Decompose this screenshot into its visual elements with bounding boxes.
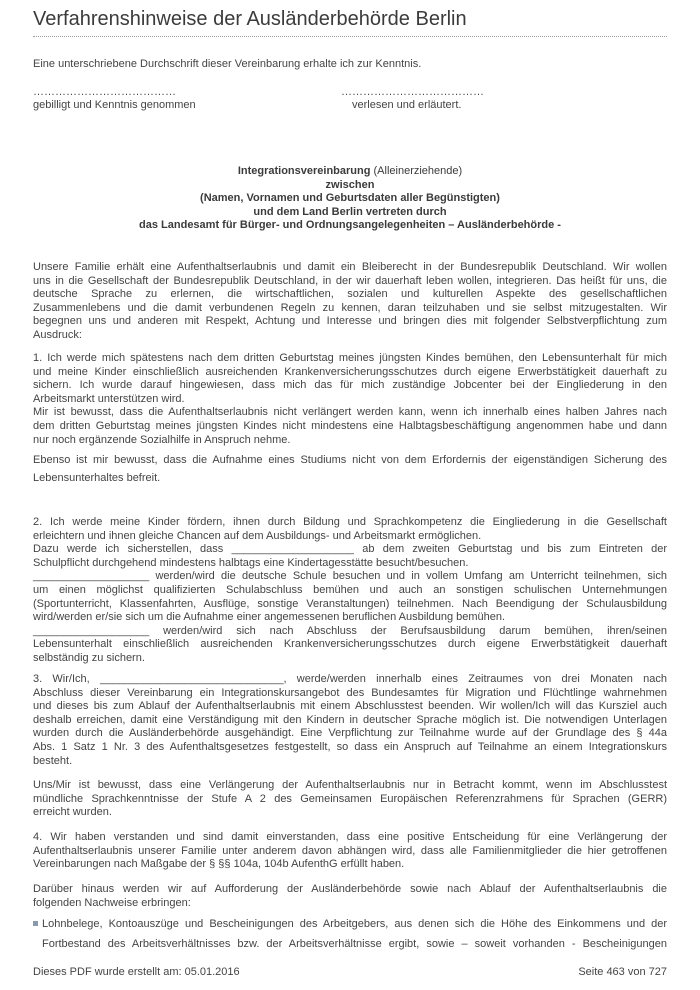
section-3-paragraph: 3. Wir/Ich, ______________________________, werde/werden innerhalb eines Zeitraumes von drei Monaten nach Abschluss dieser Vereinbarung ein Integrationskursangebot des Bundesamtes für Migration und Flüchtlinge wahrnehmen und dieses bis zum Ablauf der Aufenthaltserlaubnis mit einem Abschlusstest beenden. Wir wollen/Ich will das Kursziel auch deshalb erreichen, damit eine Verständigung mit den Kindern in deutscher Sprache möglich ist. Die notwendigen Unterlagen wurden durch die Ausländerbehörde ausgehändigt. Eine Verpflichtung zur Teilnahme wurde auf der Grundlage des § 44a Abs. 1 Satz 1 Nr. 3 des Aufenthaltsgesetzes festgestellt, so dass ein Anspruch auf Teilnahme an einem Integrationskurs besteht. — [33, 673, 667, 767]
intro-paragraph: Unsere Familie erhält eine Aufenthaltserlaubnis und damit ein Bleiberecht in der Bundesrepublik Deutschland. Wir wollen uns in die Gesellschaft der Bundesrepublik Deutschland, in der wir dauerhaft leben wollen, integrieren. Das heißt für uns, die deutsche Sprache zu erlernen, die wirtschaftlichen, sozialen und kulturellen Aspekte des gesellschaftlichen Zusammenlebens und die damit verbundenen Regeln zu kennen, daran teilzuhaben und sie selbst mitzugestalten. Wir begegnen uns und anderen mit Respekt, Achtung und Interesse und bringen dies mit folgender Selbstverpflichtung zum Ausdruck: — [33, 261, 667, 341]
proof-list-item: Lohnbelege, Kontoauszüge und Bescheinigungen des Arbeitgebers, aus denen sich die Höhe des Einkommens und der Fortbestand des Arbeitsverhältnisses bzw. der Arbeitsverhältnisse ergibt, sowie – soweit vorhanden - Bescheinigungen — [42, 914, 667, 954]
section-1-note: Ebenso ist mir bewusst, dass die Aufnahme eines Studiums nicht von dem Erfordernis der eigenständigen Sicherung des Lebensunterhaltes befreit. — [33, 454, 667, 484]
page-title: Verfahrenshinweise der Ausländerbehörde Berlin — [33, 8, 467, 30]
section-3-note: Uns/Mir ist bewusst, dass eine Verlängerung der Aufenthaltserlaubnis nur in Betracht kommt, wenn im Abschlusstest mündliche Sprachkenntnisse der Stufe A 2 des Gemeinsamen Europäischen Referenzrahmens für Sprachen (GERR) erreicht wurden. — [33, 779, 667, 819]
footer-page-number: Seite 463 von 727 — [578, 966, 667, 978]
section-4-paragraph: 4. Wir haben verstanden und sind damit einverstanden, dass eine positive Entscheidung für eine Verlängerung der Aufenthaltserlaubnis unserer Familie unter anderem davon abhängen wird, dass alle Familienmitglieder die hier getroffenen Vereinbarungen nach Maßgabe der § §§ 104a, 104b AufenthG erfüllt haben. — [33, 831, 667, 871]
signature-line-right: ………………………………… — [341, 86, 484, 98]
acknowledgement-text: Eine unterschriebene Durchschrift dieser Vereinbarung erhalte ich zur Kenntnis. — [33, 58, 422, 70]
footer-created-date: Dieses PDF wurde erstellt am: 05.01.2016 — [33, 966, 240, 978]
proofs-intro-paragraph: Darüber hinaus werden wir auf Aufforderung der Ausländerbehörde sowie nach Ablauf der Aufenthaltserlaubnis die folgenden Nachweise erbringen: — [33, 883, 667, 909]
agreement-heading — [33, 165, 667, 233]
signature-label-right: verlesen und erläutert. — [352, 99, 462, 111]
agreement-line-names: (Namen, Vornamen und Geburtsdaten aller Begünstigten) — [200, 192, 500, 204]
section-1-paragraph: 1. Ich werde mich spätestens nach dem dritten Geburtstag meines jüngsten Kindes bemühen, den Lebensunterhalt für mich und meine Kinder einschließlich ausreichenden Krankenversicherungsschutzes durch eigene Erwerbstätigkeit dauerhaft zu sichern. Ich wurde darauf hingewiesen, dass mich das für mich zuständige Jobcenter bei der Eingliederung in den Arbeitsmarkt unterstützen wird. Mir ist bewusst, dass die Aufenthaltserlaubnis nicht verlängert werden kann, wenn ich innerhalb eines halben Jahres nach dem dritten Geburtstag meines jüngsten Kindes nicht mindestens eine Halbtagsbeschäftigung angenommen habe und dann nur noch ergänzende Sozialhilfe in Anspruch nehme. — [33, 352, 667, 446]
signature-line-left: ………………………………… — [33, 86, 176, 98]
section-2-paragraph: 2. Ich werde meine Kinder fördern, ihnen durch Bildung und Sprachkompetenz die Eingliederung in die Gesellschaft erleichtern und ihnen gleiche Chancen auf dem Ausbildungs- und Arbeitsmarkt ermöglichen. Dazu werde ich sicherstellen, dass ____________________ ab dem zweiten Geburtstag und bis zum Eintreten der Schulpflicht durchgehend mindestens halbtags eine Kindertagesstätte besucht/besuchen. ___________________ werden/wird die deutsche Schule besuchen und in vollem Umfang am Unterricht teilnehmen, sich um einen möglichst qualifizierten Schulabschluss bemühen und auch an sonstigen schulischen Unternehmungen (Sportunterricht, Klassenfahrten, Ausflüge, sonstige Veranstaltungen) teilnehmen. Nach Beendigung der Schulausbildung wird/werden er/sie sich um die Aufnahme einer angemessenen beruflichen Ausbildung bemühen. ___________________ werden/wird sich nach Abschluss der Berufsausbildung darum bemühen, ihren/seinen Lebensunterhalt einschließlich ausreichenden Krankenversicherungsschutzes durch eigene Erwerbstätigkeit dauerhaft selbständig zu sichern. — [33, 516, 667, 664]
bullet-square-icon — [33, 921, 38, 926]
agreement-line-between: zwischen — [325, 178, 375, 191]
agreement-title: Integrationsvereinbarung (Alleinerziehende) — [237, 165, 463, 177]
title-divider — [33, 36, 667, 37]
agreement-line-authority: das Landesamt für Bürger- und Ordnungsangelegenheiten – Ausländerbehörde - — [139, 219, 561, 231]
agreement-line-land: und dem Land Berlin vertreten durch — [253, 205, 447, 218]
signature-label-left: gebilligt und Kenntnis genommen — [33, 99, 196, 111]
